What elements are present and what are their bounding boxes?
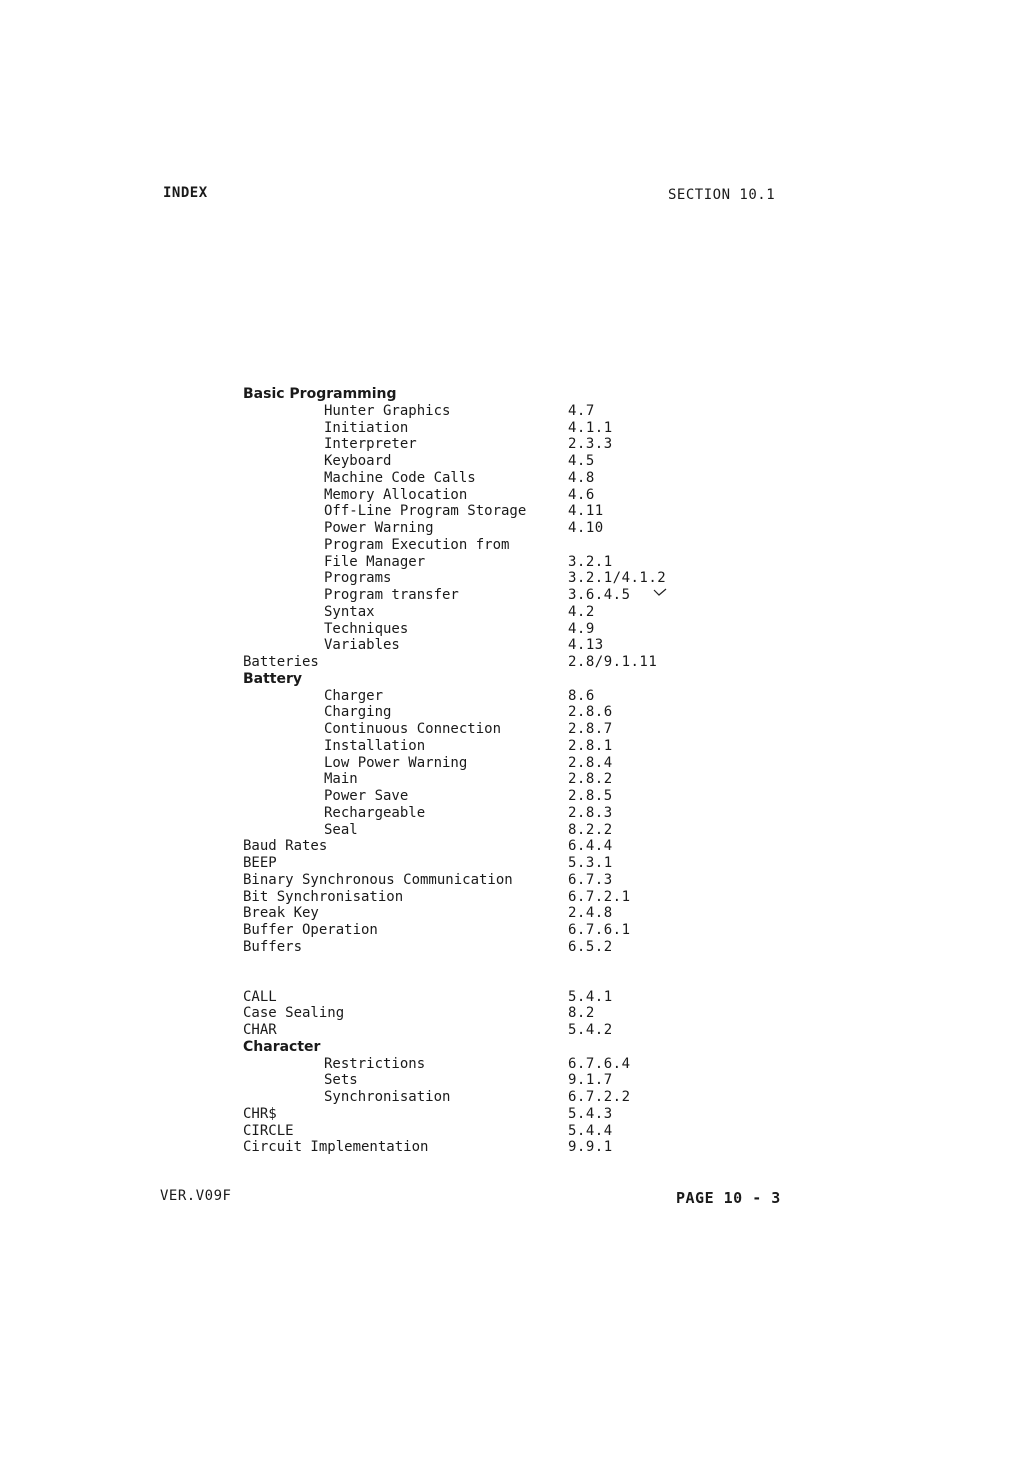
index-entry-reference: 6.7.6.1 [568,922,631,938]
index-entry [243,889,763,906]
index-entry [243,788,763,805]
index-entry-term: Buffer Operation [243,922,378,938]
index-entry-reference: 4.10 [568,520,604,536]
index-subentry-term: File Manager [324,553,426,570]
index-entry-term: BEEP [243,855,277,871]
index-entry [243,386,763,403]
index-entry [243,721,763,738]
index-subentry-term: Memory Allocation [324,486,468,503]
index-entry-term: Batteries [243,654,319,670]
index-entry [243,637,763,654]
index-entry [243,688,763,705]
index-subentry-term: Sets [324,1072,358,1089]
index-entry-reference: 4.2 [568,603,595,620]
index-entry-reference: 6.7.2.2 [568,1089,631,1105]
index-entry [243,1089,763,1106]
index-entry [243,755,763,772]
index-entry [243,1005,763,1022]
index-entry-reference: 9.1.7 [568,1072,613,1089]
header-index-title: INDEX [163,185,208,201]
index-entry [243,939,763,956]
index-subentry-term: Hunter Graphics [324,402,451,419]
index-entry-reference: 4.1.1 [568,419,613,436]
index-entry-reference: 8.2 [568,1005,595,1022]
index-entry-reference: 3.2.1/4.1.2 [568,570,667,587]
index-entry-reference: 2.4.8 [568,905,613,922]
index-subentry-term: Program transfer [324,587,459,603]
index-entry-reference: 2.8.6 [568,704,613,721]
index-entry [243,738,763,755]
index-entry-reference: 8.6 [568,687,595,704]
index-subentry-term: Continuous Connection [324,721,502,737]
index-entry-reference: 2.8/9.1.11 [568,654,658,670]
index-entry-reference: 6.7.3 [568,871,613,888]
index-entry [243,604,763,621]
index-entry-term: Case Sealing [243,1005,345,1022]
index-entry-reference: 5.3.1 [568,855,613,871]
index-subentry-term: Synchronisation [324,1089,451,1105]
index-entry-reference: 5.4.1 [568,988,613,1005]
index-entry [243,403,763,420]
index-entry [243,503,763,520]
index-subentry-term: Keyboard [324,453,392,469]
index-entry-reference: 3.2.1 [568,553,613,570]
index-entry-term: Buffers [243,938,303,955]
index-subentry-term: Rechargeable [324,804,426,821]
index-entry [243,1072,763,1089]
index-entry-reference: 6.5.2 [568,938,613,955]
index-entry-term: Binary Synchronous Communication [243,871,513,888]
index-entry [243,805,763,822]
index-entry [243,621,763,638]
index-entry-term: Circuit Implementation [243,1139,429,1156]
index-subentry-term: Initiation [324,419,409,436]
index-entry-reference: 5.4.4 [568,1122,613,1139]
index-entry [243,872,763,889]
index-entry [243,587,763,604]
index-entry-reference: 3.6.4.5 [568,587,631,603]
index-entry-reference: 6.7.2.1 [568,888,631,905]
index-entry [243,570,763,587]
index-subentry-term: Restrictions [324,1055,426,1072]
index-entry-term: CHAR [243,1022,277,1038]
index-entry [243,554,763,571]
index-entry [243,537,763,554]
index-entry [243,838,763,855]
index-entry-term: Baud Rates [243,838,328,855]
index-entry-term: Basic Programming [243,386,397,402]
index-subentry-term: Installation [324,737,426,754]
index-subentry-term: Power Save [324,788,409,804]
index-entry [243,1022,763,1039]
index-entry-reference: 2.8.1 [568,737,613,754]
index-entry [243,436,763,453]
index-entry-reference: 2.8.5 [568,788,613,804]
index-entry [243,520,763,537]
index-subentry-term: Off-Line Program Storage [324,503,527,520]
index-entry [243,487,763,504]
handwritten-tick-mark [653,587,667,597]
index-entry-reference: 8.2.2 [568,821,613,838]
index-entry-term: Battery [243,670,303,687]
index-subentry-term: Variables [324,637,400,654]
index-entry-reference: 2.8.7 [568,721,613,737]
index-entry-reference: 4.9 [568,620,595,637]
index-entry [243,1106,763,1123]
index-entry [243,1056,763,1073]
index-entry-reference: 6.4.4 [568,838,613,855]
index-subentry-term: Charger [324,687,384,704]
index-subentry-term: Seal [324,821,358,838]
index-entry-term: CHR$ [243,1105,277,1122]
index-entry-reference: 5.4.2 [568,1022,613,1038]
index-subentry-term: Low Power Warning [324,754,468,771]
index-subentry-term: Program Execution from [324,536,510,553]
index-entry [243,905,763,922]
index-entry-term: Break Key [243,905,319,922]
index-subentry-term: Programs [324,570,392,587]
index-entry-reference: 5.4.3 [568,1105,613,1122]
index-entry [243,855,763,872]
index-entry [243,989,763,1006]
index-entry [243,420,763,437]
index-entry [243,771,763,788]
index-block-gap [243,956,763,989]
header-section-number: SECTION 10.1 [668,187,776,203]
index-entry [243,1139,763,1156]
index-entry-reference: 2.8.4 [568,754,613,771]
index-entry-reference: 4.11 [568,503,604,520]
index-entry [243,922,763,939]
footer-page-number: PAGE 10 - 3 [676,1189,781,1207]
index-entry-reference: 2.8.2 [568,771,613,788]
index-list [243,386,763,1156]
index-entry-reference: 4.7 [568,402,595,419]
index-entry-reference: 2.8.3 [568,804,613,821]
index-entry [243,1039,763,1056]
index-entry-reference: 9.9.1 [568,1139,613,1156]
index-entry-term: Bit Synchronisation [243,888,404,905]
index-entry [243,470,763,487]
index-entry [243,654,763,671]
index-entry [243,453,763,470]
index-subentry-term: Power Warning [324,520,434,536]
index-entry-term: Character [243,1038,321,1055]
index-entry-term: CALL [243,988,277,1005]
index-subentry-term: Interpreter [324,436,417,453]
index-entry [243,822,763,839]
index-entry [243,671,763,688]
index-subentry-term: Syntax [324,603,375,620]
index-entry-term: CIRCLE [243,1122,294,1139]
index-entry-reference: 4.6 [568,486,595,503]
index-subentry-term: Charging [324,704,392,721]
index-subentry-term: Techniques [324,620,409,637]
index-entry [243,704,763,721]
index-subentry-term: Machine Code Calls [324,469,476,486]
index-entry-reference: 2.3.3 [568,436,613,453]
footer-version: VER.V09F [160,1188,232,1204]
index-entry-reference: 4.8 [568,469,595,486]
index-entry-reference: 6.7.6.4 [568,1055,631,1072]
index-entry-reference: 4.5 [568,453,595,469]
index-entry-reference: 4.13 [568,637,604,654]
index-subentry-term: Main [324,771,358,788]
index-entry [243,1123,763,1140]
